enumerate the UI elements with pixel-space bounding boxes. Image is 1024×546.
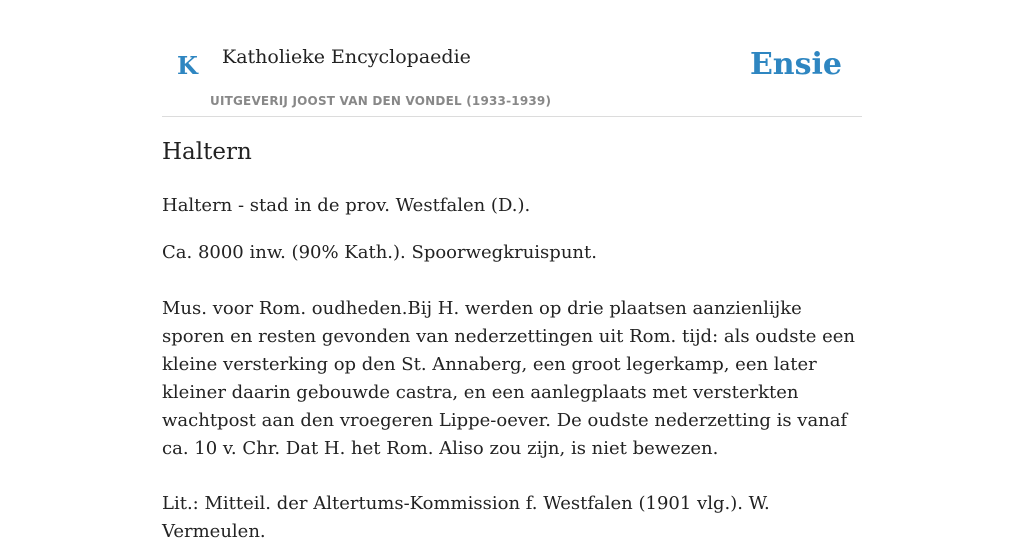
encyclopedia-logo[interactable]: K [177, 51, 198, 80]
ensie-logo-link[interactable]: Ensie [749, 47, 842, 82]
site-header [162, 0, 862, 117]
article-paragraph: Haltern - stad in de prov. Westfalen (D.). [162, 195, 531, 216]
article-paragraph: Mus. voor Rom. oudheden.Bij H. werden op drie plaatsen aanzienlijke sporen en resten gevonden van nederzettingen uit Rom. tijd: als oudste een kleine versterking op den St. Annaberg, een groot legerkamp, een later kleiner daarin gebouwde castra, en een aanlegplaats met versterkten wachtpost aan den vroegeren Lippe-oever. De oudste nederzetting is vanaf ca. 10 v. Chr. Dat H. het Rom. Aliso zou zijn, is niet bewezen. [162, 298, 855, 459]
page-container [162, 0, 862, 542]
article-paragraph: Ca. 8000 inw. (90% Kath.). Spoorwegkruispunt. [162, 242, 597, 263]
article-title: Haltern [162, 139, 252, 165]
article-paragraph: Lit.: Mitteil. der Altertums-Kommission f. Westfalen (1901 vlg.). W. Vermeulen. [162, 493, 770, 542]
publisher-subtitle: UITGEVERIJ JOOST VAN DEN VONDEL (1933-1939) [210, 94, 552, 108]
publication-title[interactable]: Katholieke Encyclopaedie [222, 46, 471, 68]
